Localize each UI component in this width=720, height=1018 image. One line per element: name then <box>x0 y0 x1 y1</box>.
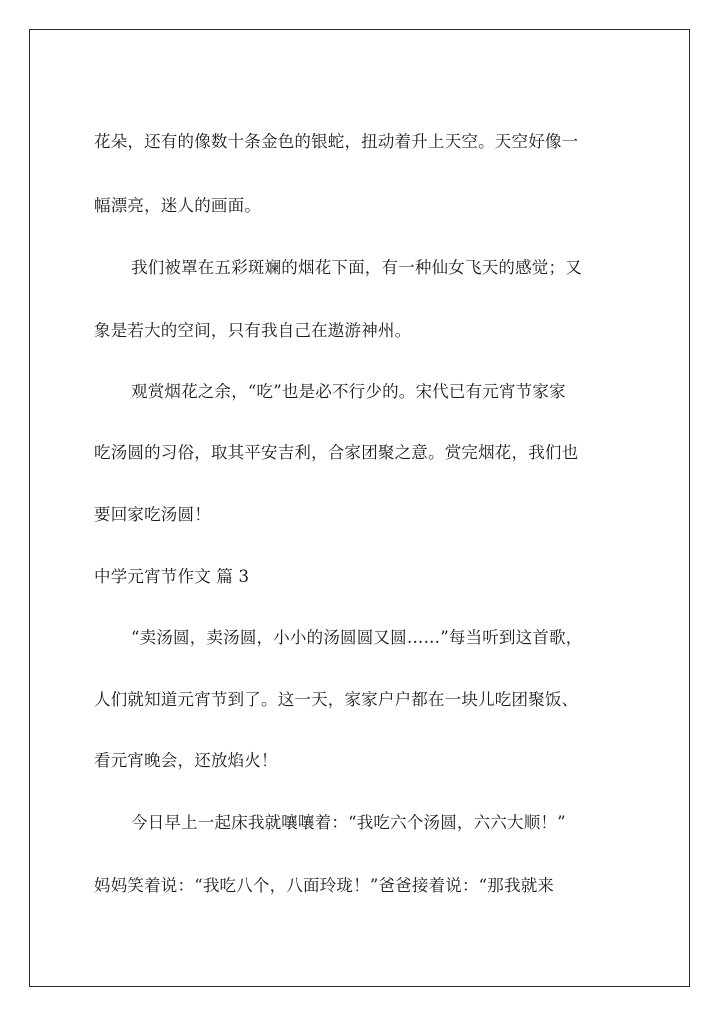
paragraph-line: 我们被罩在五彩斑斓的烟花下面，有一种仙女飞天的感觉；又 <box>131 258 582 277</box>
paragraph-line: 妈妈笑着说：“我吃八个，八面玲珑！”爸爸接着说：“那我就来 <box>94 876 555 895</box>
paragraph-line: 吃汤圆的习俗，取其平安吉利，合家团聚之意。赏完烟花，我们也 <box>94 443 579 462</box>
paragraph-line: 象是若大的空间，只有我自己在遨游神州。 <box>94 321 412 340</box>
paragraph-line: 观赏烟花之余，“吃”也是必不行少的。宋代已有元宵节家家 <box>131 382 566 401</box>
paragraph-line: 人们就知道元宵节到了。这一天，家家户户都在一块儿吃团聚饭、 <box>94 690 579 709</box>
section-heading: 中学元宵节作文 篇 3 <box>94 567 250 586</box>
paragraph-line: 幅漂亮，迷人的画面。 <box>94 196 261 215</box>
paragraph-line: 今日早上一起床我就嚷嚷着：“我吃六个汤圆，六六大顺！” <box>131 813 566 832</box>
paragraph-line: 花朵，还有的像数十条金色的银蛇，扭动着升上天空。天空好像一 <box>94 132 579 151</box>
paragraph-line: 看元宵晚会，还放焰火！ <box>94 751 278 770</box>
paragraph-line: “卖汤圆，卖汤圆，小小的汤圆圆又圆……”每当听到这首歌， <box>131 628 583 647</box>
paragraph-line: 要回家吃汤圆！ <box>94 505 211 524</box>
